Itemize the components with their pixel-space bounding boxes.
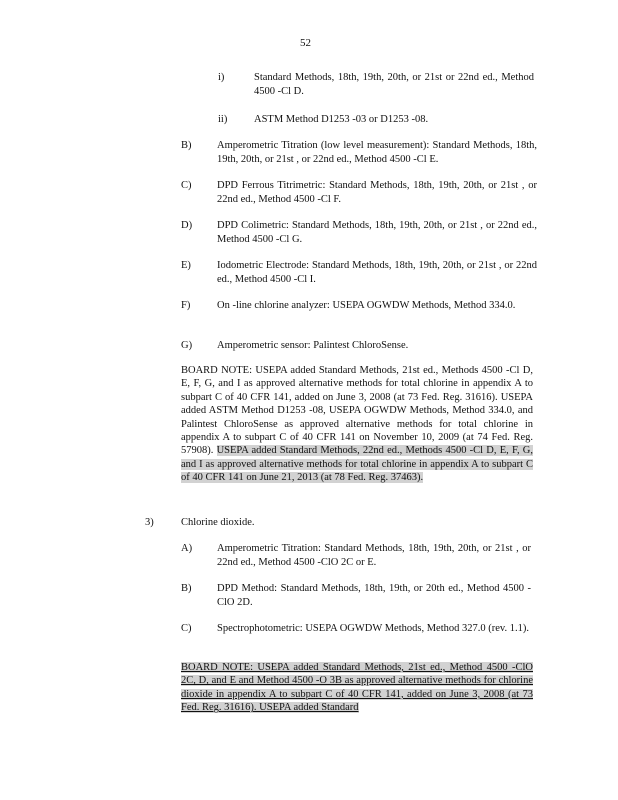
item-marker: F) bbox=[181, 300, 191, 311]
item-marker: B) bbox=[181, 583, 192, 594]
item-text-g bbox=[217, 339, 537, 353]
item-text: Iodometric Electrode: Standard Methods, 18th, 19th, 20th, or 21st , or 22nd ed., Method 4500 -Cl I. bbox=[217, 260, 537, 285]
item-text-e bbox=[217, 259, 537, 287]
list-item-ii bbox=[218, 113, 227, 127]
list-item-b bbox=[181, 139, 192, 153]
section-title-text: Chlorine dioxide. bbox=[181, 517, 255, 528]
item-text: Standard Methods, 18th, 19th, 20th, or 21st or 22nd ed., Method 4500 -Cl D. bbox=[254, 72, 534, 97]
item-text: Amperometric Titration: Standard Methods, 18th, 19th, 20th, or 21st , or 22nd ed., Method 4500 -ClO 2C or E. bbox=[217, 543, 531, 568]
list-item-cd-a bbox=[181, 542, 192, 556]
item-marker: D) bbox=[181, 220, 193, 231]
item-text-cd-b bbox=[217, 582, 531, 610]
item-text: Spectrophotometric: USEPA OGWDW Methods, Method 327.0 (rev. 1.1). bbox=[217, 623, 529, 634]
section-title bbox=[181, 516, 255, 530]
section-marker bbox=[145, 516, 154, 530]
item-text-cd-a bbox=[217, 542, 531, 570]
list-item-i bbox=[218, 71, 224, 85]
item-text-f bbox=[217, 299, 537, 313]
item-marker: B) bbox=[181, 140, 192, 151]
item-text: ASTM Method D1253 -03 or D1253 -08. bbox=[254, 114, 429, 125]
board-note-text: BOARD NOTE: USEPA added Standard Methods, 21st ed., Method 4500 -ClO 2C, D, and E and Method 4500 -O 3B as approved alternative methods for chlorine dioxide in appendix A to subpart C of 40 CFR 141, added on June 3, 2008 (at 73 Fed. Reg. 31616). USEPA added Standard bbox=[181, 662, 533, 714]
board-note-total-chlorine bbox=[181, 364, 533, 485]
board-note-text: BOARD NOTE: USEPA added Standard Methods, 21st ed., Methods 4500 -Cl D, E, F, G, and I as approved alternative methods for total chlorine in appendix A to subpart C of 40 CFR 141, added on June 3, 2008 (at 73 Fed. Reg. 31616). USEPA added ASTM Method D1253 -08, USEPA OGWDW Methods, Method 334.0, and Palintest ChloroSense as approved alternative methods for total chlorine in appendix A to subpart C of 40 CFR 141 on November 10, 2009 (at 74 Fed. Reg. 57908). bbox=[181, 365, 533, 457]
item-text-ii bbox=[254, 113, 534, 127]
board-note-added-text: USEPA added Standard Methods, 22nd ed., Methods 4500 -Cl D, E, F, G, and I as approved alternative methods for total chlorine in appendix A to subpart C of 40 CFR 141 on June 21, 2013 (at 78 Fed. Reg. 37463). bbox=[181, 445, 533, 484]
item-text-c bbox=[217, 179, 537, 207]
item-marker: G) bbox=[181, 340, 193, 351]
item-text-i bbox=[254, 71, 534, 99]
item-marker: C) bbox=[181, 623, 192, 634]
item-marker: i) bbox=[218, 72, 225, 83]
section-number: 3) bbox=[145, 517, 154, 528]
page-number: 52 bbox=[300, 37, 311, 49]
item-text: Amperometric sensor: Palintest ChloroSense. bbox=[217, 340, 409, 351]
list-item-cd-c bbox=[181, 622, 192, 636]
item-marker: E) bbox=[181, 260, 191, 271]
item-text: DPD Method: Standard Methods, 18th, 19th, or 20th ed., Method 4500 -ClO 2D. bbox=[217, 583, 531, 608]
list-item-c bbox=[181, 179, 192, 193]
item-text-cd-c bbox=[217, 622, 531, 636]
item-text: DPD Colimetric: Standard Methods, 18th, 19th, 20th, or 21st , or 22nd ed., Method 4500 -Cl G. bbox=[217, 220, 537, 245]
item-marker: C) bbox=[181, 180, 192, 191]
item-marker: ii) bbox=[218, 114, 228, 125]
item-text-b bbox=[217, 139, 537, 167]
board-note-chlorine-dioxide bbox=[181, 661, 533, 715]
item-text: DPD Ferrous Titrimetric: Standard Methods, 18th, 19th, 20th, or 21st , or 22nd ed., Method 4500 -Cl F. bbox=[217, 180, 537, 205]
item-text-d bbox=[217, 219, 537, 247]
item-marker: A) bbox=[181, 543, 193, 554]
item-text: Amperometric Titration (low level measurement): Standard Methods, 18th, 19th, 20th, or 21st , or 22nd ed., Method 4500 -Cl E. bbox=[217, 140, 537, 165]
list-item-d bbox=[181, 219, 192, 233]
list-item-e bbox=[181, 259, 191, 273]
list-item-g bbox=[181, 339, 192, 353]
item-text: On -line chlorine analyzer: USEPA OGWDW Methods, Method 334.0. bbox=[217, 300, 516, 311]
list-item-f bbox=[181, 299, 190, 313]
list-item-cd-b bbox=[181, 582, 192, 596]
